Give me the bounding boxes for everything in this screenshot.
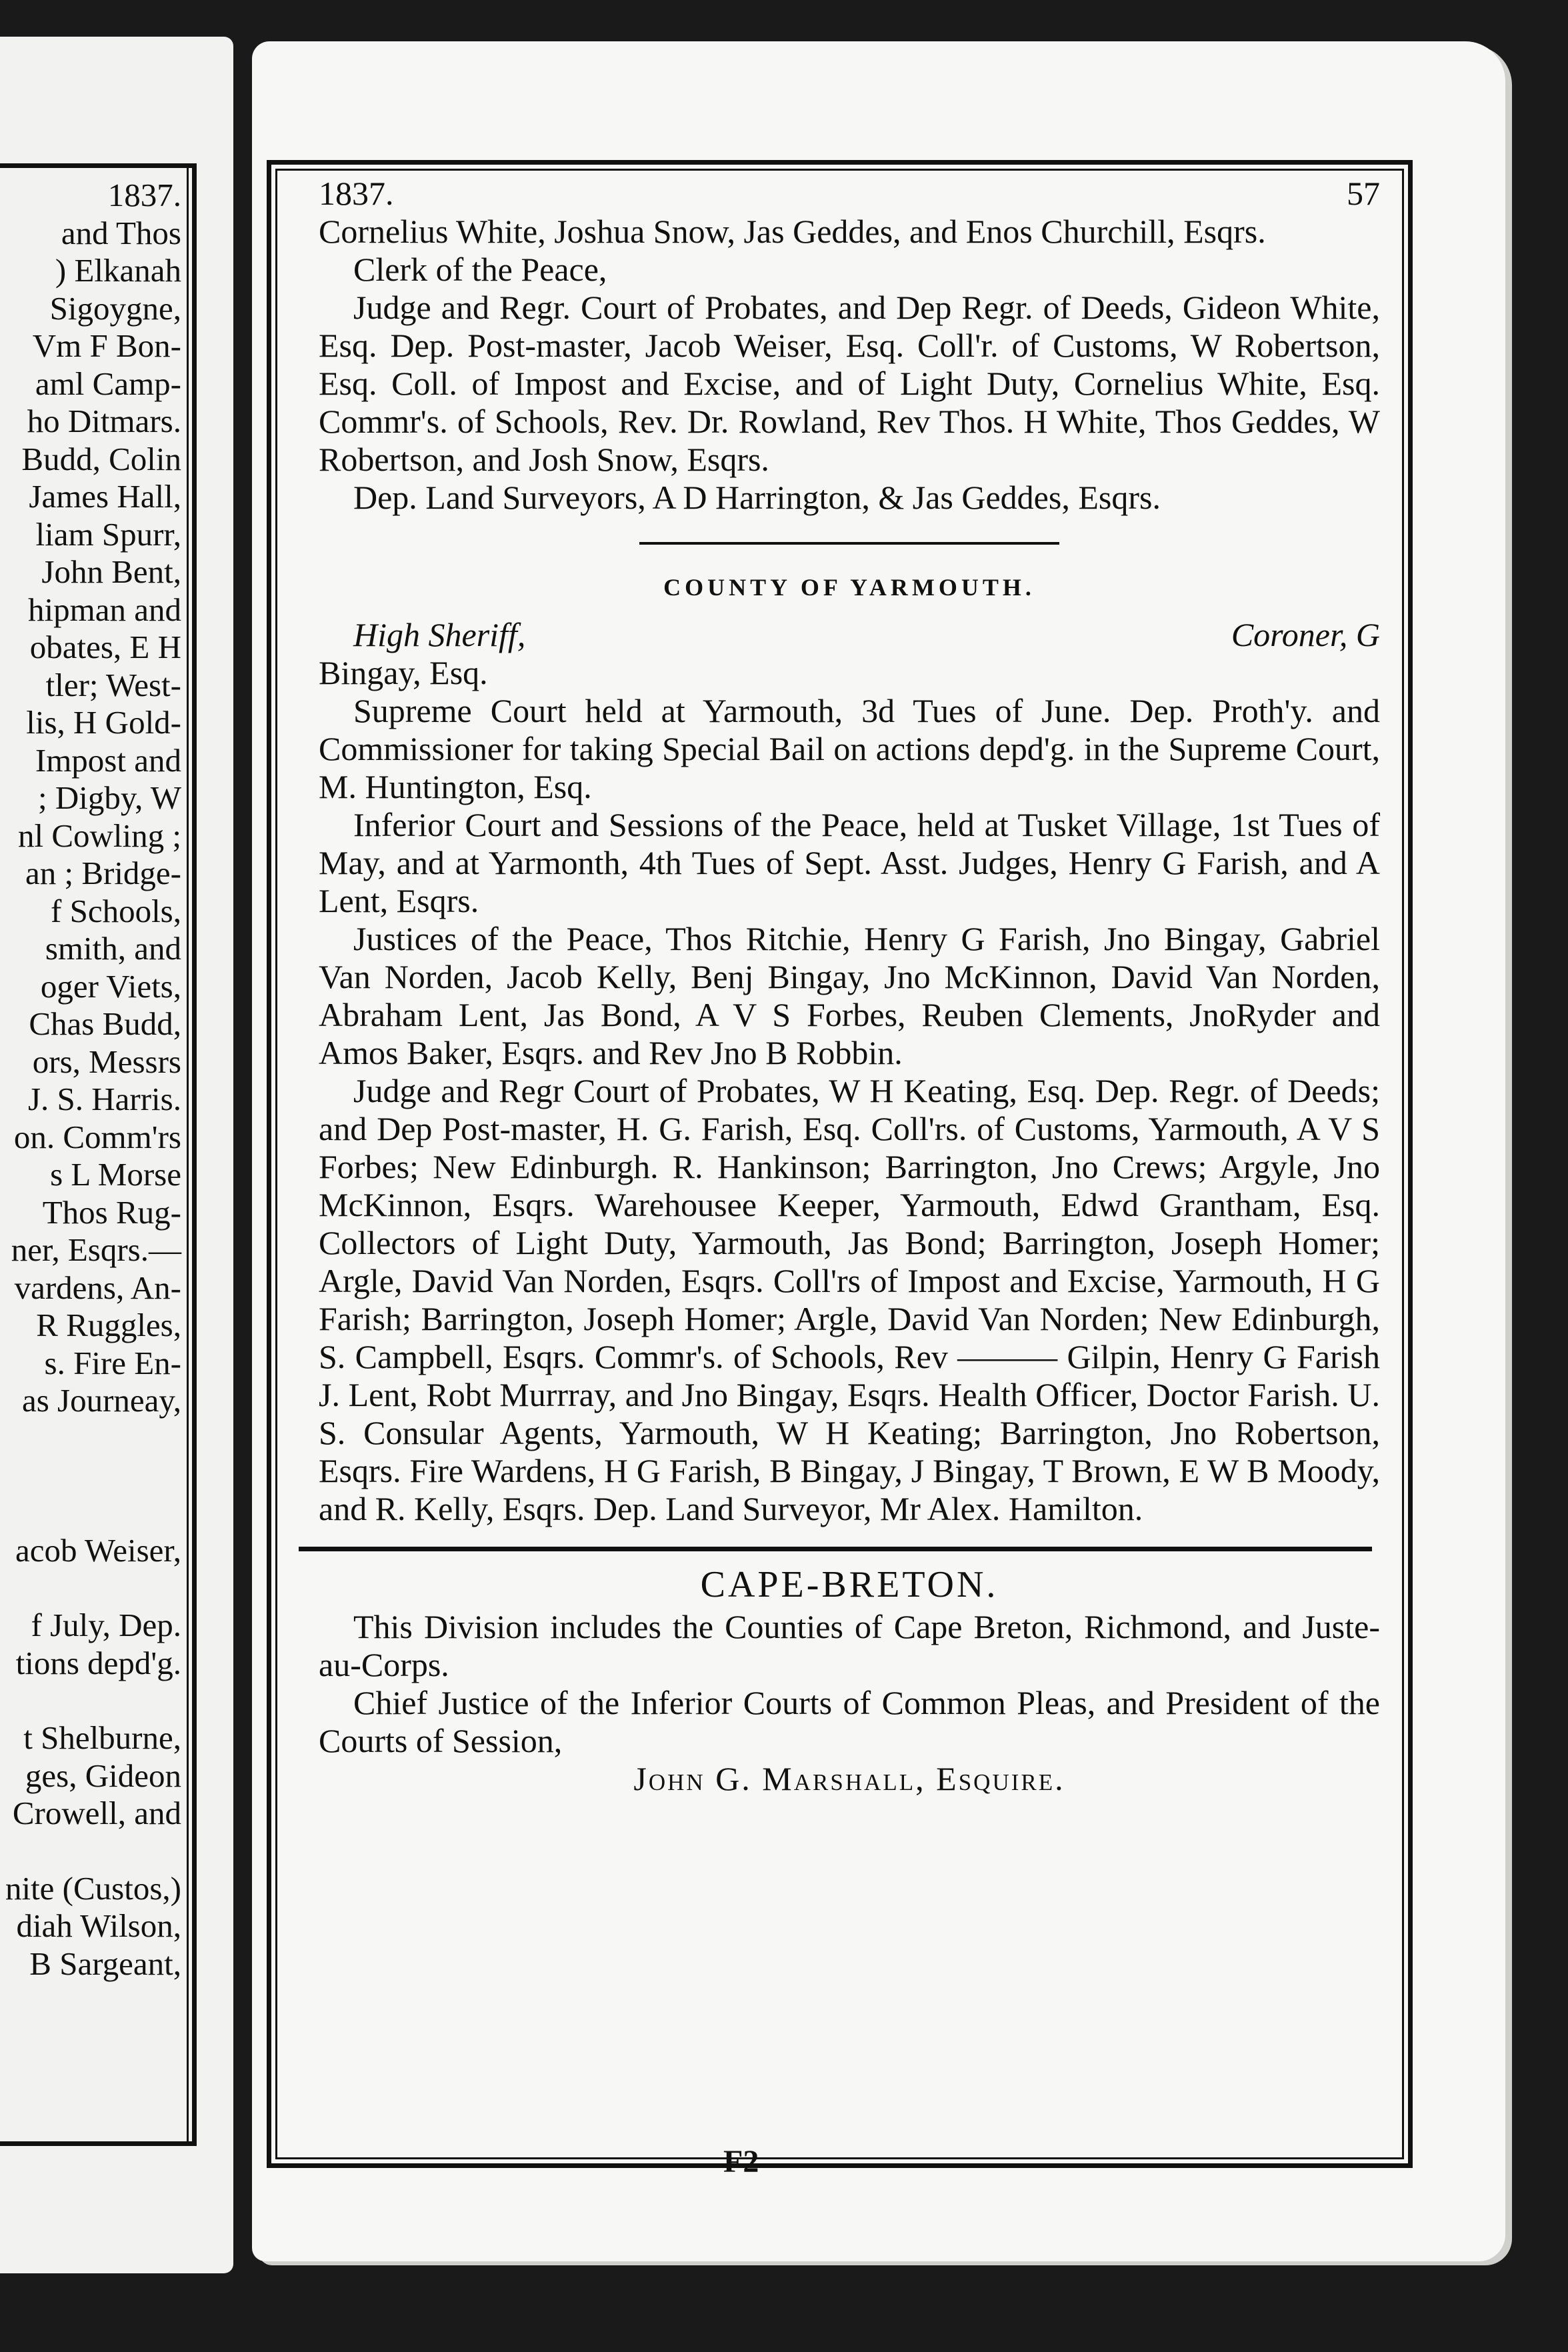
paragraph: This Division includes the Counties of Cape Breton, Richmond, and Juste-au-Corps. (319, 1608, 1380, 1683)
previous-page-line: t Shelburne, (23, 1719, 181, 1756)
chief-justice-name: John G. Marshall, Esquire. (633, 1760, 1065, 1797)
previous-page-line: ; Digby, W (37, 779, 181, 816)
section-divider (639, 542, 1059, 545)
previous-page-line: Crowell, and (12, 1795, 181, 1831)
previous-page-line: Chas Budd, (29, 1005, 181, 1042)
previous-page-line: ) Elkanah (55, 252, 181, 289)
previous-page-line (0, 1833, 184, 1870)
previous-page-line: and Thos (61, 214, 181, 251)
previous-page-line (0, 1682, 184, 1719)
header-year: 1837. (319, 175, 394, 212)
previous-page-line: smith, and (45, 930, 181, 967)
previous-page-line: diah Wilson, (16, 1907, 181, 1944)
previous-page (0, 37, 233, 2273)
previous-page-line: on. Comm'rs (13, 1118, 181, 1155)
section-divider (299, 1547, 1372, 1551)
cape-breton-heading: CAPE-BRETON. (700, 1564, 999, 1605)
previous-page-line: B Sargeant, (29, 1945, 181, 1982)
previous-page-line: vardens, An- (14, 1269, 181, 1306)
previous-page-line: lis, H Gold- (26, 704, 181, 741)
previous-page-line: s. Fire En- (44, 1344, 181, 1381)
page-content (319, 175, 1380, 1798)
previous-page-line (0, 1420, 184, 1457)
sheriff-label: High Sheriff, (353, 616, 526, 653)
previous-page-line: as Journeay, (21, 1382, 181, 1419)
previous-page-line: liam Spurr, (35, 515, 181, 553)
previous-page-line: f Schools, (51, 892, 181, 929)
previous-page-line: obates, E H (29, 629, 181, 665)
previous-page-line: ors, Messrs (32, 1043, 181, 1080)
previous-page-line: Sigoygne, (49, 289, 181, 327)
county-heading: COUNTY OF YARMOUTH. (663, 574, 1035, 601)
paragraph: Judge and Regr. Court of Probates, and Dep Regr. of Deeds, Gideon White, Esq. Dep. Post-master, Jacob Weiser, Esq. Coll'r. of Customs, W Robertson, Esq. Coll. of Impost and Excise, and of Light Duty, Cornelius White, Esq. Commr's. of Schools, Rev. Dr. Rowland, Rev Thos. H White, Thos Geddes, W Robertson, and Josh Snow, Esqrs. (319, 289, 1380, 478)
previous-page-line (0, 1495, 184, 1532)
previous-page-line: Impost and (35, 741, 181, 779)
previous-page-line: ges, Gideon (25, 1757, 181, 1794)
previous-page-line: s L Morse (50, 1156, 181, 1193)
previous-page-line: tler; West- (45, 666, 181, 703)
sheriff-row (319, 616, 1380, 654)
paragraph: Clerk of the Peace, (353, 251, 607, 288)
previous-page-line: acob Weiser, (15, 1531, 181, 1569)
paragraph: Cornelius White, Joshua Snow, Jas Geddes, and Enos Churchill, Esqrs. (319, 213, 1266, 250)
previous-page-line: aml Camp- (35, 365, 181, 402)
previous-page-line: nl Cowling ; (17, 817, 181, 854)
coroner-label: Coroner, G (1231, 616, 1380, 653)
previous-page-year: 1837. (107, 177, 181, 213)
previous-page-line (0, 1457, 184, 1495)
previous-page-text (0, 177, 184, 1983)
previous-page-line: tions depd'g. (15, 1644, 181, 1681)
paragraph: Judge and Regr Court of Probates, W H Keating, Esq. Dep. Regr. of Deeds; and Dep Post-master, H. G. Farish, Esq. Coll'rs. of Customs, Yarmouth, A V S Forbes; New Edinburgh. R. Hankinson; Barrington, Jno Crews; Argyle, Jno McKinnon, Esqrs. Warehousee Keeper, Yarmouth, Edwd Grantham, Esq. Collectors of Light Duty, Yarmouth, Jas Bond; Barrington, Joseph Homer; Argle, David Van Norden, Esqrs. Coll'rs of Impost and Excise, Yarmouth, H G Farish; Barrington, Joseph Homer; Argle, David Van Norden; New Edinburgh, S. Campbell, Esqrs. Commr's. of Schools, Rev ——— Gilpin, Henry G Farish J. Lent, Robt Murrray, and Jno Bingay, Esqrs. Health Officer, Doctor Farish. U. S. Consular Agents, Yarmouth, W H Keating; Barrington, Jno Robertson, Esqrs. Fire Wardens, H G Farish, B Bingay, J Bingay, T Brown, E W B Moody, and R. Kelly, Esqrs. Dep. Land Surveyor, Mr Alex. Hamilton. (319, 1072, 1380, 1527)
previous-page-line: John Bent, (41, 553, 181, 590)
paragraph: Chief Justice of the Inferior Courts of Common Pleas, and President of the Courts of Session, (319, 1684, 1380, 1759)
paragraph: Justices of the Peace, Thos Ritchie, Henry G Farish, Jno Bingay, Gabriel Van Norden, Jacob Kelly, Benj Bingay, Jno McKinnon, David Van Norden, Abraham Lent, Jas Bond, A V S Forbes, Reuben Clements, JnoRyder and Amos Baker, Esqrs. and Rev Jno B Robbin. (319, 920, 1380, 1071)
previous-page-line: nite (Custos,) (5, 1869, 181, 1907)
previous-page-line (0, 1569, 184, 1607)
page-number: 57 (1347, 175, 1380, 212)
previous-page-line: ho Ditmars. (27, 403, 181, 439)
sheriff-line: Bingay, Esq. (319, 654, 488, 691)
previous-page-line: hipman and (28, 591, 181, 628)
previous-page-line: J. S. Harris. (27, 1081, 181, 1117)
paragraph: Dep. Land Surveyors, A D Harrington, & Jas Geddes, Esqrs. (353, 479, 1161, 516)
previous-page-line: f July, Dep. (31, 1607, 181, 1643)
running-header (319, 175, 1380, 213)
previous-page-line: Vm F Bon- (32, 327, 181, 364)
paragraph: Inferior Court and Sessions of the Peace, held at Tusket Village, 1st Tues of May, and at Yarmonth, 4th Tues of Sept. Asst. Judges, Henry G Farish, and A Lent, Esqrs. (319, 806, 1380, 919)
previous-page-line: Thos Rug- (42, 1193, 181, 1231)
printer-signature-mark: F2 (723, 2144, 759, 2179)
previous-page-line: Budd, Colin (21, 440, 181, 477)
paragraph: Supreme Court held at Yarmouth, 3d Tues of June. Dep. Proth'y. and Commissioner for taking Special Bail on actions depd'g. in the Supreme Court, M. Huntington, Esq. (319, 692, 1380, 805)
previous-page-line: oger Viets, (40, 967, 181, 1005)
previous-page-line: an ; Bridge- (25, 855, 181, 891)
previous-page-line: ner, Esqrs.— (11, 1231, 181, 1268)
previous-page-line: James Hall, (29, 478, 181, 515)
previous-page-line: R Ruggles, (36, 1307, 181, 1343)
